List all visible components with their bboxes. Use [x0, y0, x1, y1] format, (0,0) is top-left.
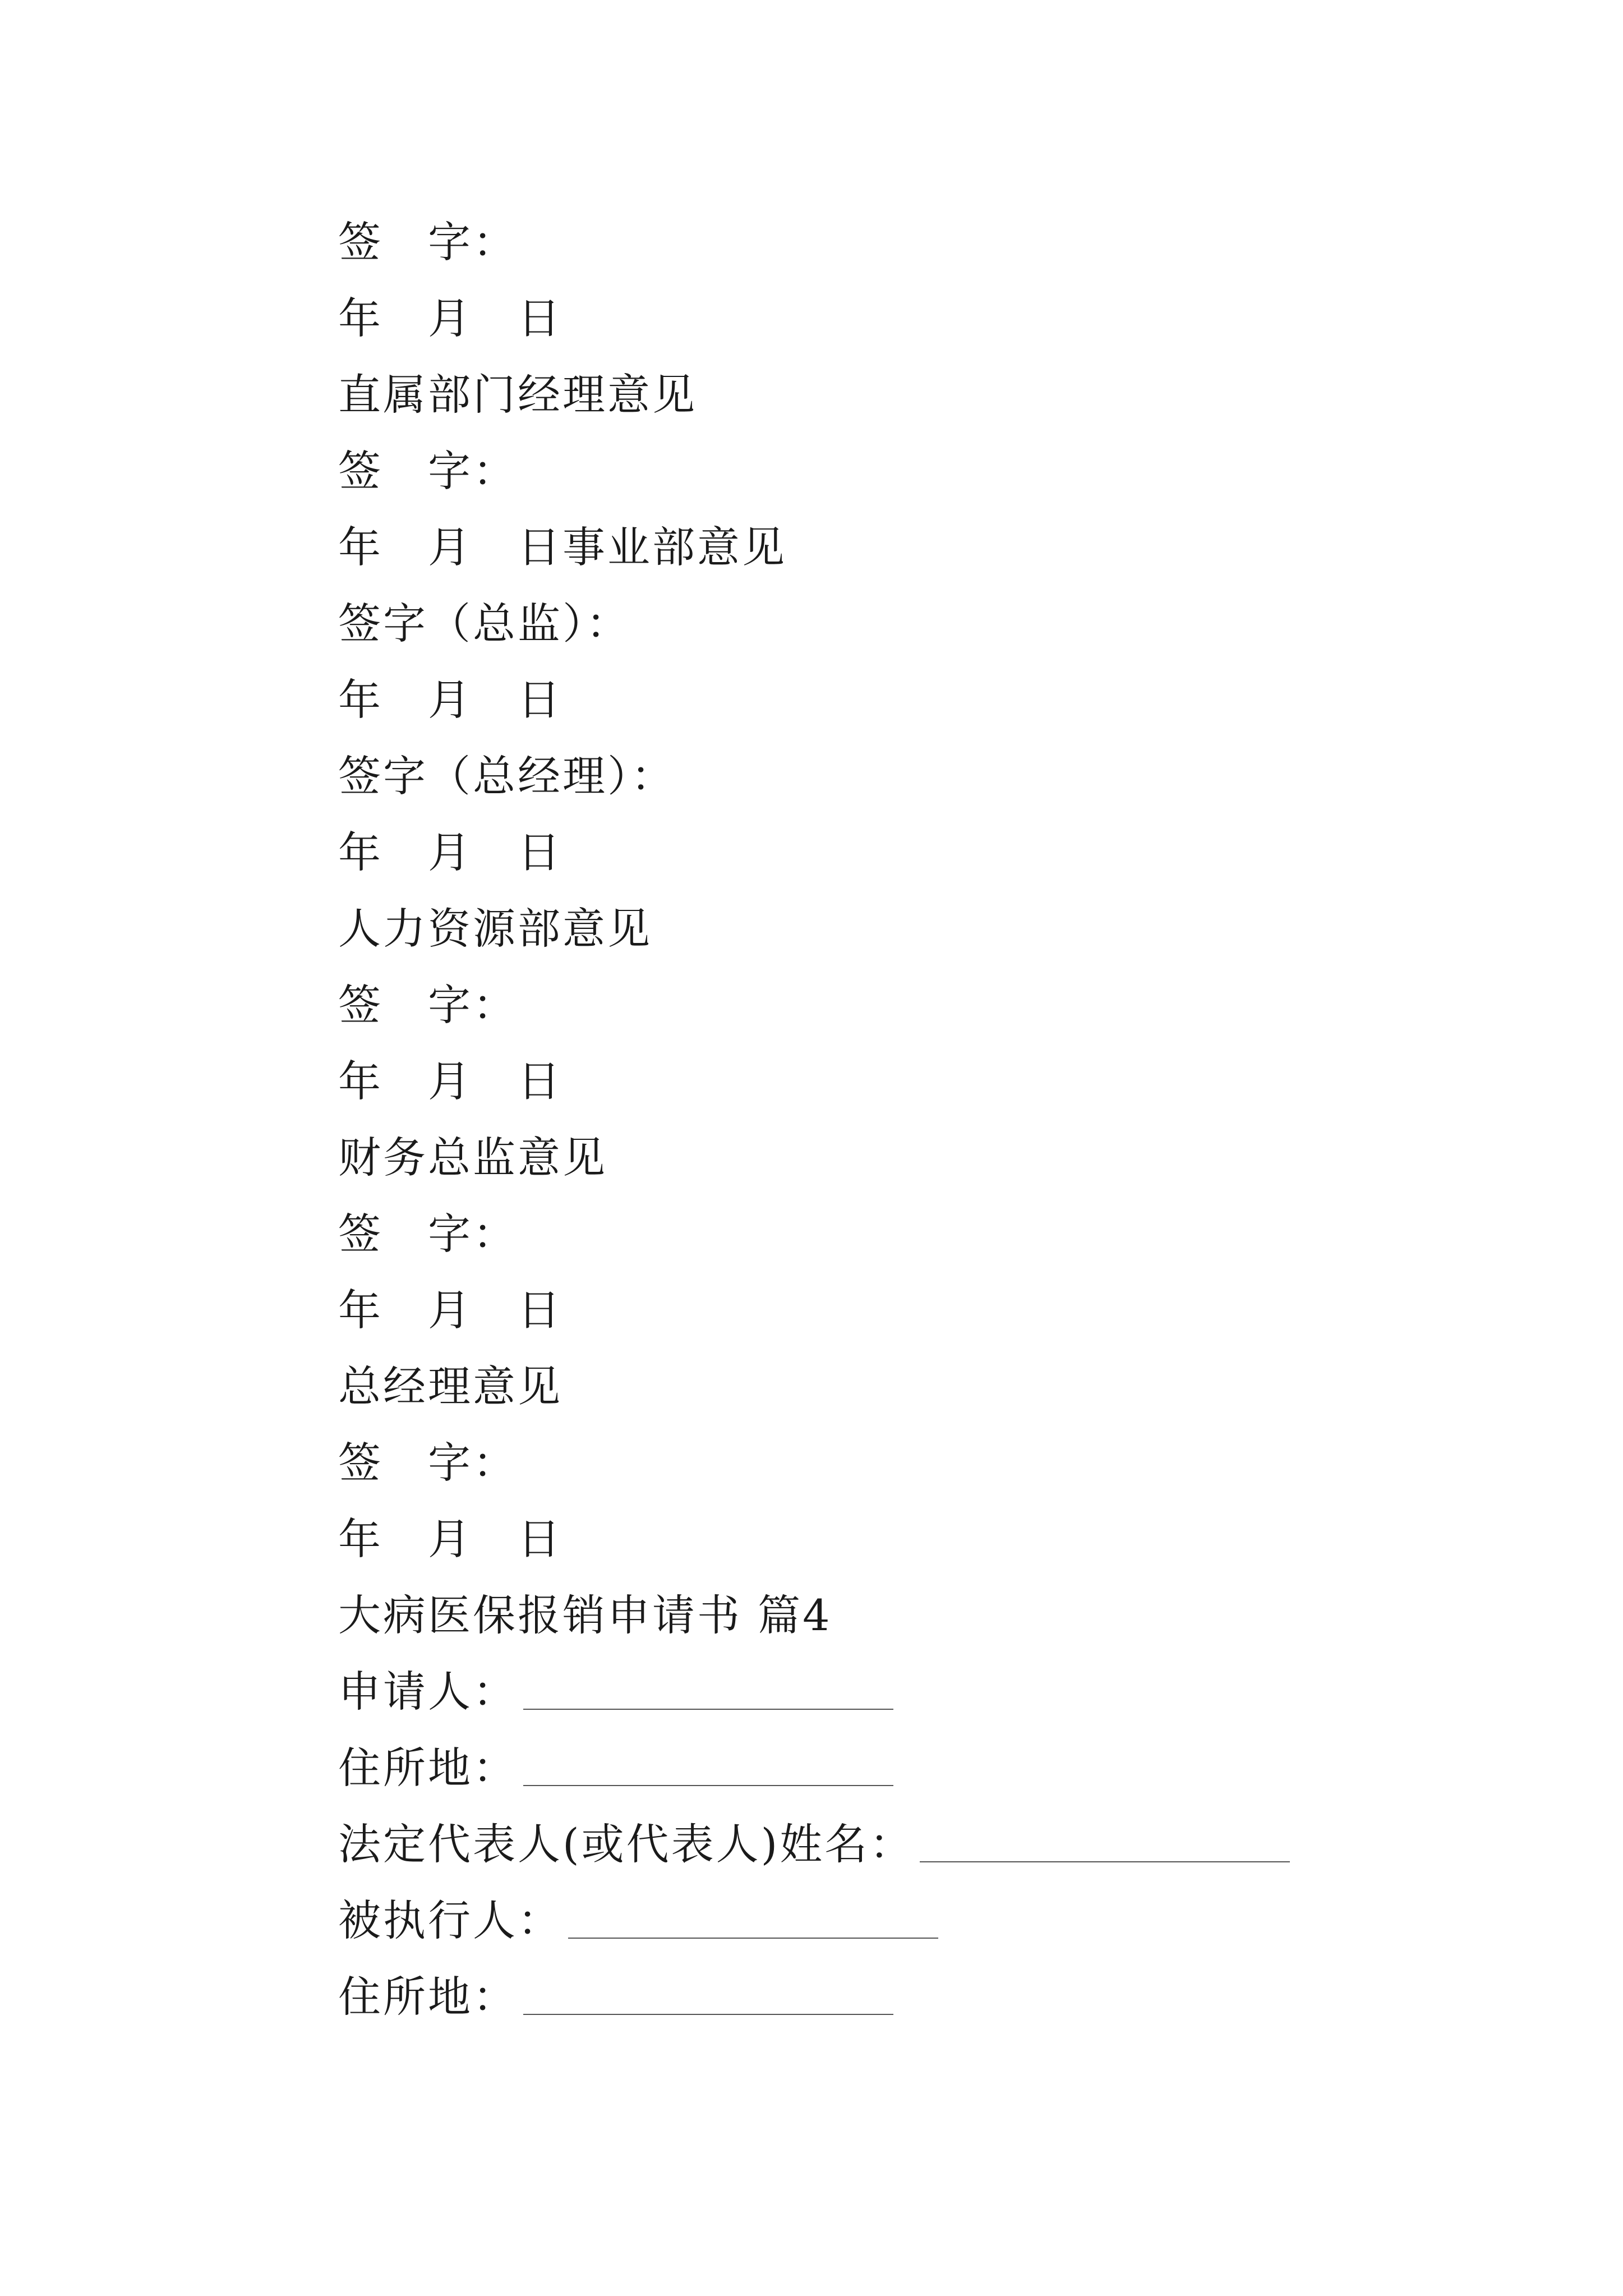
document-title: 大病医保报销申请书 篇4 [338, 1590, 832, 1640]
date-line: 年 月 日 [338, 827, 562, 877]
form-field-respondent-address [338, 1969, 893, 2025]
signature-line: 签 字： [338, 1209, 518, 1259]
signature-line: 签字（总监）： [338, 599, 631, 648]
signature-line: 签 字： [338, 1438, 518, 1488]
section-heading: 人力资源部意见 [338, 904, 652, 954]
fill-blank [523, 1708, 893, 1710]
form-field-applicant-address [338, 1740, 893, 1796]
form-field-respondent [338, 1893, 938, 1949]
field-label: 法定代表人(或代表人)姓名： [338, 1819, 915, 1869]
signature-line: 签 字： [338, 446, 518, 496]
date-line: 年 月 日 [338, 675, 562, 725]
fill-blank [568, 1937, 938, 1939]
date-line: 年 月 日 [338, 1056, 562, 1106]
field-label: 住所地： [338, 1743, 518, 1793]
date-line: 年 月 日 [338, 293, 562, 343]
field-label: 被执行人： [338, 1895, 562, 1945]
section-heading: 财务总监意见 [338, 1133, 607, 1182]
date-line: 年 月 日 [338, 1514, 562, 1564]
fill-blank [523, 2013, 893, 2015]
section-heading: 总经理意见 [338, 1361, 562, 1411]
date-line: 年 月 日事业部意见 [338, 522, 787, 572]
form-field-applicant [338, 1664, 893, 1720]
signature-line: 签 字： [338, 980, 518, 1030]
signature-line: 签字（总经理）： [338, 751, 676, 801]
fill-blank [523, 1784, 893, 1786]
section-heading: 直属部门经理意见 [338, 370, 697, 420]
fill-blank [920, 1861, 1290, 1862]
date-line: 年 月 日 [338, 1285, 562, 1335]
field-label: 申请人： [338, 1667, 518, 1717]
signature-line: 签 字： [338, 217, 518, 267]
form-field-legal-representative [338, 1816, 1290, 1872]
field-label: 住所地： [338, 1972, 518, 2022]
